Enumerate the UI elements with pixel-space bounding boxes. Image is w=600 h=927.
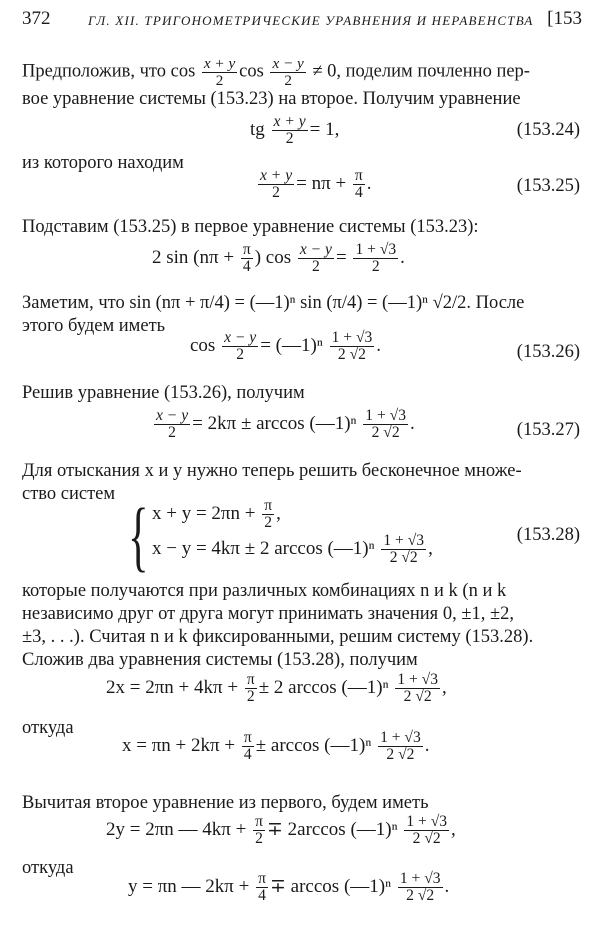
paragraph-line: из которого находим bbox=[22, 153, 184, 173]
equation-number: (153.24) bbox=[516, 120, 580, 140]
paragraph-line: откуда bbox=[22, 858, 74, 878]
text-fragment: Предположив, что cos bbox=[22, 61, 196, 82]
text-fragment: cos bbox=[239, 61, 264, 82]
equation-number: (153.26) bbox=[516, 342, 580, 362]
paragraph-line: ±3, . . .). Считая n и k фиксированными, решим систему (153.28). bbox=[22, 627, 534, 647]
paragraph-line: откуда bbox=[22, 718, 74, 738]
paragraph-line: Подставим (153.25) в первое уравнение системы (153.23): bbox=[22, 217, 479, 237]
equation-153-26: cos $\frac{x - y}{2}$ = (—1)ⁿ $\frac{1 + √3}{2 √2}$ . bbox=[190, 329, 382, 364]
paragraph-line: Для отыскания x и y нужно теперь решить бесконечное множе- bbox=[22, 461, 522, 481]
equation-153-24: tg $\frac{x + y}{2}$ = 1, bbox=[250, 113, 340, 148]
text-fragment: ≠ 0, поделим почленно пер- bbox=[312, 61, 530, 82]
system-eq-line-1: x + y = 2πn + $\frac{\pi}{2}$ , bbox=[152, 497, 281, 532]
section-marker: [153 bbox=[547, 8, 582, 29]
equation-y: y = πn — 2kπ + $\frac{\pi}{4}$ ∓ arccos (—1)ⁿ $\frac{1 + √3}{2 √2}$ . bbox=[128, 870, 450, 905]
equation-x: x = πn + 2kπ + $\frac{\pi}{4}$ ± arccos (—1)ⁿ $\frac{1 + √3}{2 √2}$ . bbox=[122, 729, 430, 764]
equation-sum: 2x = 2πn + 4kπ + $\frac{\pi}{2}$ ± 2 arccos (—1)ⁿ $\frac{1 + √3}{2 √2}$ , bbox=[106, 671, 447, 706]
paragraph-line: которые получаются при различных комбинациях n и k (n и k bbox=[22, 581, 507, 601]
system-brace: { bbox=[128, 492, 149, 579]
paragraph-line: независимо друг от друга могут принимать значения 0, ±1, ±2, bbox=[22, 604, 515, 624]
system-eq-line-2: x − y = 4kπ ± 2 arccos (—1)ⁿ $\frac{1 + √3}{2 √2}$ , bbox=[152, 532, 433, 567]
chapter-title: ГЛ. XII. ТРИГОНОМЕТРИЧЕСКИЕ УРАВНЕНИЯ И НЕРАВЕНСТВА bbox=[88, 13, 534, 28]
equation-number: (153.25) bbox=[516, 176, 580, 196]
paragraph-line: Сложив два уравнения системы (153.28), получим bbox=[22, 650, 418, 670]
paragraph-line: Решив уравнение (153.26), получим bbox=[22, 383, 305, 403]
paragraph-line: этого будем иметь bbox=[22, 316, 166, 336]
paragraph-assumption bbox=[22, 56, 580, 89]
equation-number: (153.27) bbox=[516, 420, 580, 440]
page-number: 372 bbox=[22, 8, 51, 29]
equation-number: (153.28) bbox=[516, 525, 580, 545]
fraction: $\frac{x - y}{2}$ bbox=[272, 55, 304, 89]
equation-substituted: 2 sin (nπ + $\frac{\pi}{4}$ ) cos $\frac{x - y}{2}$ = $\frac{1 + √3}{2}$ . bbox=[152, 241, 405, 276]
equation-153-25: $\frac{x + y}{2}$ = nπ + $\frac{\pi}{4}$ . bbox=[260, 167, 372, 202]
paragraph-line: Вычитая второе уравнение из первого, будем иметь bbox=[22, 793, 429, 813]
equation-diff: 2y = 2πn — 4kπ + $\frac{\pi}{2}$ ∓ 2arccos (—1)ⁿ $\frac{1 + √3}{2 √2}$ , bbox=[106, 813, 456, 848]
paragraph-line: Заметим, что sin (nπ + π/4) = (—1)ⁿ sin (π/4) = (—1)ⁿ √2/2. После bbox=[22, 293, 525, 313]
equation-153-27: $\frac{x - y}{2}$ = 2kπ ± arccos (—1)ⁿ $\frac{1 + √3}{2 √2}$ . bbox=[156, 407, 415, 442]
paragraph-line: вое уравнение системы (153.23) на второе. Получим уравнение bbox=[22, 89, 521, 109]
paragraph-line: ство систем bbox=[22, 484, 116, 504]
running-header bbox=[22, 8, 582, 34]
fraction: $\frac{x + y}{2}$ bbox=[203, 55, 236, 89]
